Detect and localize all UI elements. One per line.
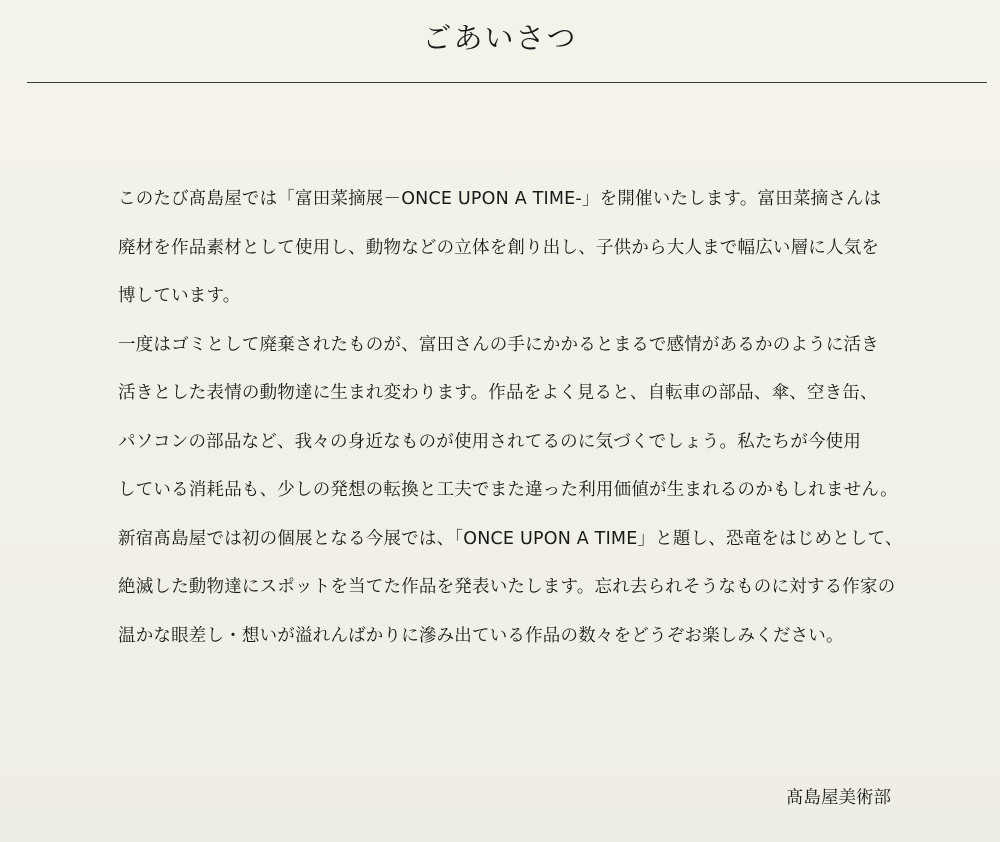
body-line: パソコンの部品など、我々の身近なものが使用されてるのに気づくでしょう。私たちが今使用 xyxy=(118,431,862,452)
body-line: している消耗品も、少しの発想の転換と工夫でまた違った利用価値が生まれるのかもしれません。 xyxy=(118,480,898,500)
body-line: 温かな眼差し・想いが溢れんばかりに滲み出ている作品の数々をどうぞお楽しみください。 xyxy=(118,625,844,646)
body-line: 博しています。 xyxy=(118,286,241,306)
body-line: 新宿髙島屋では初の個展となる今展では、「ONCE UPON A TIME」と題し、恐竜をはじめとして、 xyxy=(118,528,903,549)
body-line: このたび髙島屋では「富田菜摘展－ONCE UPON A TIME-」を開催いたします。富田菜摘さんは xyxy=(118,189,882,209)
body-line: 廃材を作品素材として使用し、動物などの立体を創り出し、子供から大人まで幅広い層に人気を xyxy=(118,237,880,258)
body-line: 一度はゴミとして廃棄されたものが、富田さんの手にかかるとまるで感情があるかのように活き xyxy=(118,334,879,355)
body-line: 絶滅した動物達にスポットを当てた作品を発表いたします。忘れ去られそうなものに対する作家の xyxy=(118,577,896,597)
signature: 髙島屋美術部 xyxy=(786,788,891,808)
page-title: ごあいさつ xyxy=(422,21,578,55)
title-divider xyxy=(27,82,987,83)
greeting-body xyxy=(118,184,938,669)
body-line: 活きとした表情の動物達に生まれ変わります。作品をよく見ると、自転車の部品、傘、空き缶、 xyxy=(118,383,878,403)
